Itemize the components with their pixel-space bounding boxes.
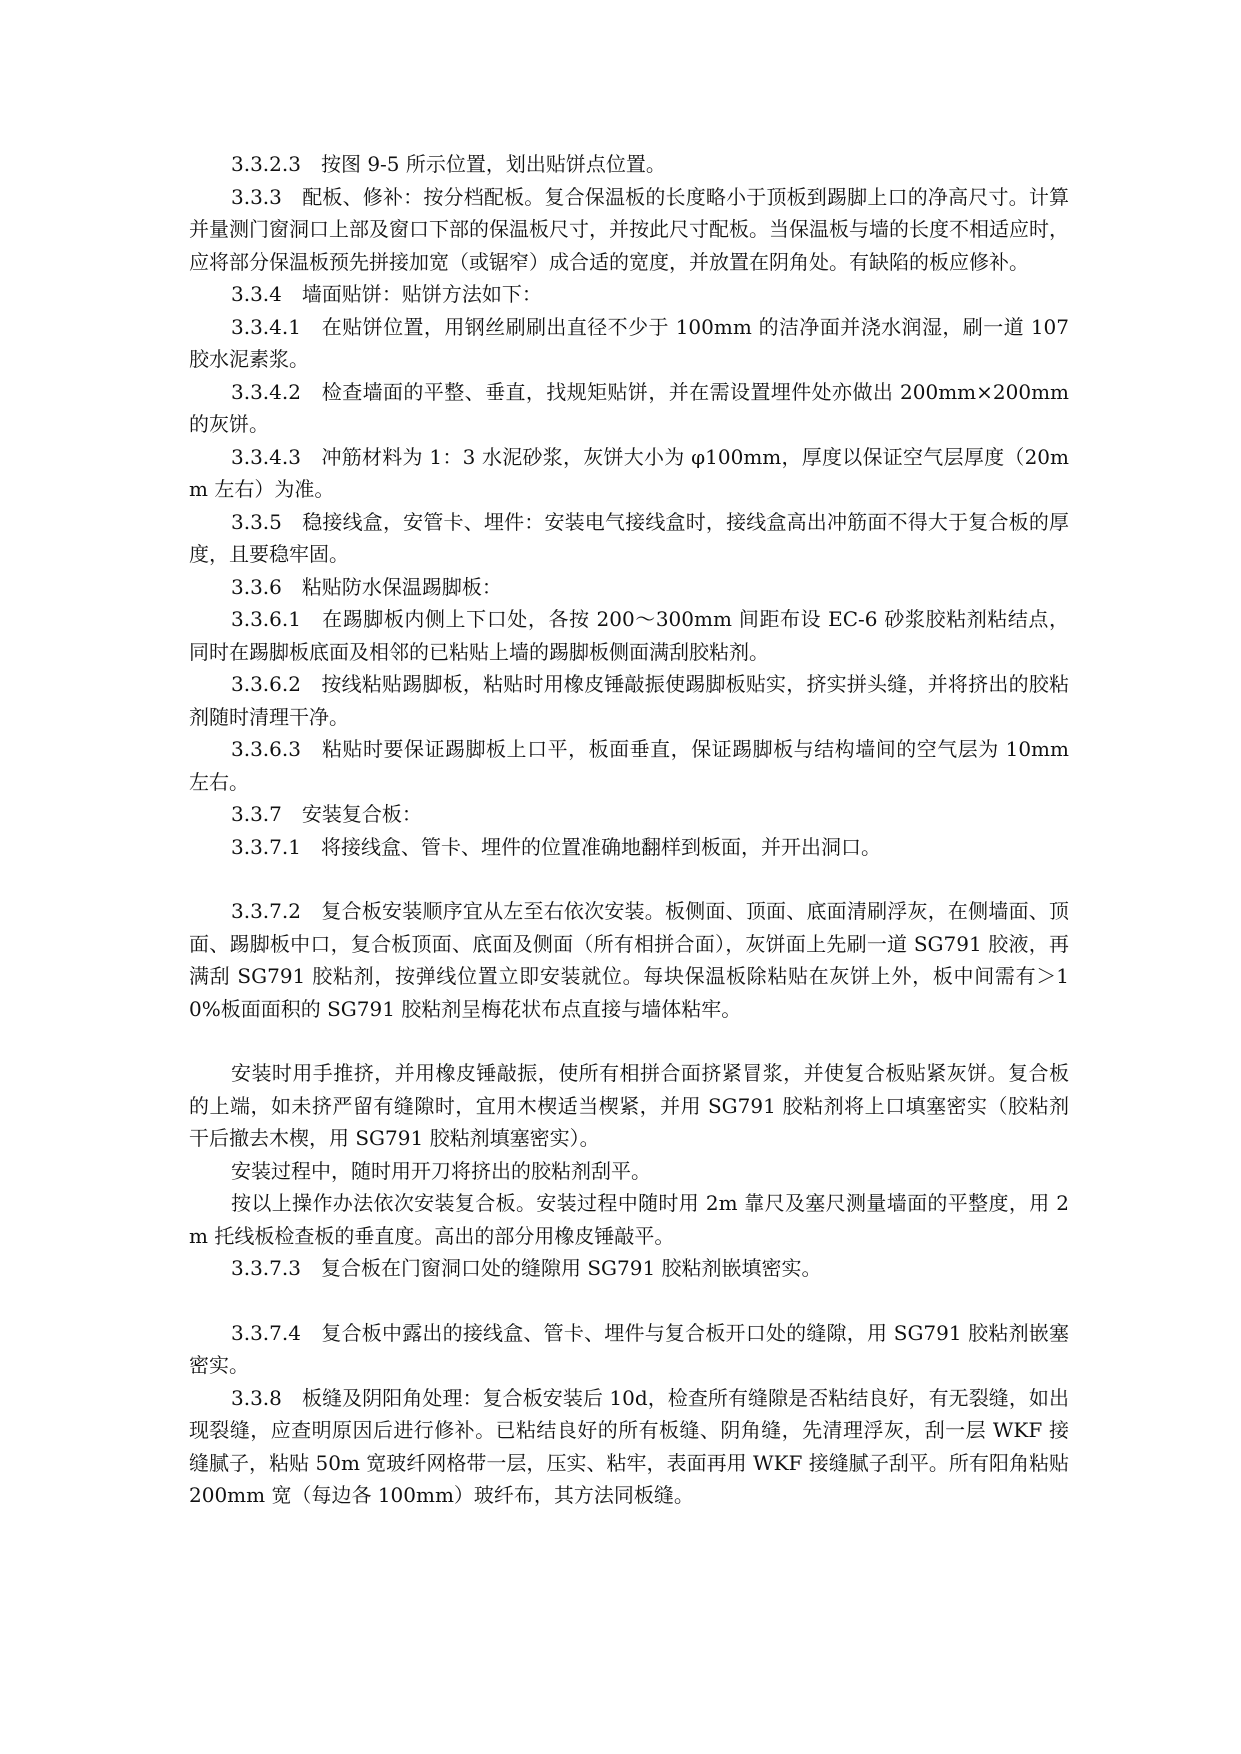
paragraph-3-3-7-2: 3.3.7.2 复合板安装顺序宜从左至右依次安装。板侧面、顶面、底面清刷浮灰，在侧墙面、顶面、踢脚板中口，复合板顶面、底面及侧面（所有相拼合面），灰饼面上先刷一道 SG791 胶液，再满刮 SG791 胶粘剂，按弹线位置立即安装就位。每块保温板除粘贴在灰饼上外，板中间需有＞10%板面面积的 SG791 胶粘剂呈梅花状布点直接与墙体粘牢。 [189,899,1069,1021]
paragraph-3-3-7: 3.3.7 安装复合板： [231,802,422,826]
paragraph-spacer [189,1285,1069,1317]
paragraph-3-3-4-2: 3.3.4.2 检查墙面的平整、垂直，找规矩贴饼，并在需设置埋件处亦做出 200mm×200mm 的灰饼。 [189,379,1069,436]
paragraph-3-3-6-1: 3.3.6.1 在踢脚板内侧上下口处，各按 200～300mm 间距布设 EC-6 砂浆胶粘剂粘结点，同时在踢脚板底面及相邻的已粘贴上墙的踢脚板侧面满刮胶粘剂。 [189,607,1069,664]
paragraph-3-3-4: 3.3.4 墙面贴饼：贴饼方法如下： [231,282,542,306]
paragraph-3-3-4-3: 3.3.4.3 冲筋材料为 1：3 水泥砂浆，灰饼大小为 φ100mm，厚度以保证空气层厚度（20mm 左右）为准。 [189,444,1069,501]
paragraph-spacer [189,1025,1069,1057]
paragraph-3-3-7-1: 3.3.7.1 将接线盒、管卡、埋件的位置准确地翻样到板面，并开出洞口。 [231,834,881,859]
paragraph-3-3-6-3: 3.3.6.3 粘贴时要保证踢脚板上口平，板面垂直，保证踢脚板与结构墙间的空气层为 10mm 左右。 [189,737,1069,794]
paragraph-3-3-4-1: 3.3.4.1 在贴饼位置，用钢丝刷刷出直径不少于 100mm 的洁净面并浇水润湿，刷一道 107 胶水泥素浆。 [189,314,1069,371]
paragraph-3-3-7-4: 3.3.7.4 复合板中露出的接线盒、管卡、埋件与复合板开口处的缝隙，用 SG791 胶粘剂嵌塞密实。 [189,1320,1069,1377]
paragraph-3-3-8: 3.3.8 板缝及阴阳角处理：复合板安装后 10d，检查所有缝隙是否粘结良好，有无裂缝，如出现裂缝，应查明原因后进行修补。已粘结良好的所有板缝、阴角缝，先清理浮灰，刮一层 WKF 接缝腻子，粘贴 50m 宽玻纤网格带一层，压实、粘牢，表面再用 WKF 接缝腻子刮平。所有阳角粘贴 200mm 宽（每边各 100mm）玻纤布，其方法同板缝。 [189,1385,1069,1507]
paragraph-install-scrape: 安装过程中，随时用开刀将挤出的胶粘剂刮平。 [231,1158,651,1183]
paragraph-3-3-3: 3.3.3 配板、修补：按分档配板。复合保温板的长度略小于顶板到踢脚上口的净高尺寸。计算并量测门窗洞口上部及窗口下部的保温板尺寸，并按此尺寸配板。当保温板与墙的长度不相适应时，应将部分保温板预先拼接加宽（或锯窄）成合适的宽度，并放置在阴角处。有缺陷的板应修补。 [189,184,1069,274]
paragraph-spacer [189,863,1069,895]
paragraph-3-3-7-3: 3.3.7.3 复合板在门窗洞口处的缝隙用 SG791 胶粘剂嵌填密实。 [231,1256,822,1280]
paragraph-3-3-6: 3.3.6 粘贴防水保温踢脚板： [231,574,502,599]
paragraph-install-sequence: 按以上操作办法依次安装复合板。安装过程中随时用 2m 靠尺及塞尺测量墙面的平整度，用 2m 托线板检查板的垂直度。高出的部分用橡皮锤敲平。 [189,1191,1069,1248]
paragraph-install-press: 安装时用手推挤，并用橡皮锤敲振，使所有相拼合面挤紧冒浆，并使复合板贴紧灰饼。复合板的上端，如未挤严留有缝隙时，宜用木楔适当楔紧，并用 SG791 胶粘剂将上口填塞密实（胶粘剂干后撤去木楔，用 SG791 胶粘剂填塞密实）。 [189,1061,1069,1150]
paragraph-3-3-5: 3.3.5 稳接线盒，安管卡、埋件：安装电气接线盒时，接线盒高出冲筋面不得大于复合板的厚度，且要稳牢固。 [189,509,1069,566]
document-body [189,148,1069,1512]
paragraph-3-3-6-2: 3.3.6.2 按线粘贴踢脚板，粘贴时用橡皮锤敲振使踢脚板贴实，挤实拼头缝，并将挤出的胶粘剂随时清理干净。 [189,672,1069,729]
paragraph-3-3-2-3: 3.3.2.3 按图 9-5 所示位置，划出贴饼点位置。 [231,152,666,176]
